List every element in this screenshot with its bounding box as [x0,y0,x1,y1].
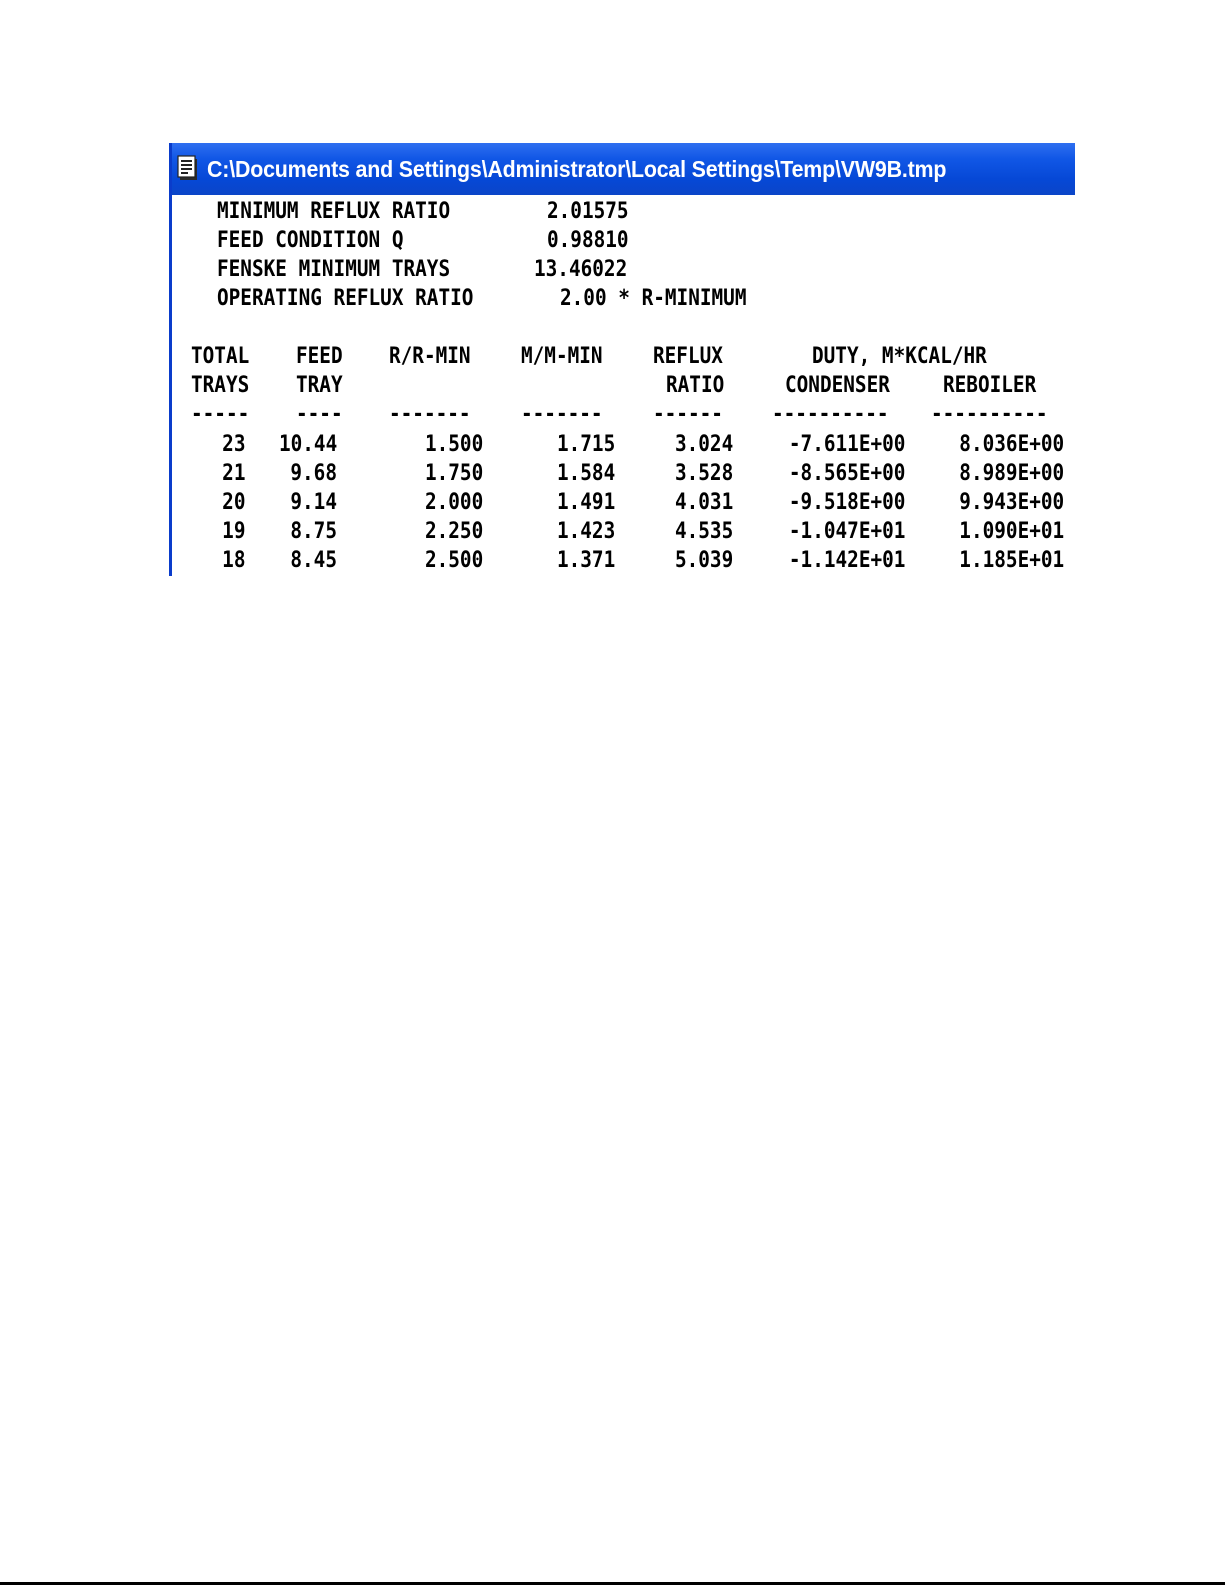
col-header-tray: TRAY [296,373,343,398]
col-header-total: TOTAL [191,344,250,369]
col-header-feed: FEED [296,344,343,369]
window-title: C:\Documents and Settings\Administrator\Local Settings\Temp\VW9B.tmp [207,156,947,182]
cell-r-rmin: 2.250 [424,519,483,544]
col-header-condenser: CONDENSER [785,373,890,398]
title-bar[interactable] [172,143,1075,195]
cell-reflux-ratio: 4.535 [674,519,733,544]
cell-m-mmin: 1.715 [556,432,615,457]
summary-value-operating-reflux: 2.00 * R-MINIMUM [560,286,747,311]
cell-reflux-ratio: 5.039 [674,548,733,573]
cell-reboiler-duty: 8.989E+00 [959,461,1064,486]
cell-m-mmin: 1.371 [556,548,615,573]
cell-m-mmin: 1.491 [556,490,615,515]
cell-r-rmin: 1.750 [424,461,483,486]
cell-r-rmin: 2.000 [424,490,483,515]
cell-condenser-duty: -9.518E+00 [788,490,905,515]
cell-condenser-duty: -1.142E+01 [788,548,905,573]
cell-m-mmin: 1.423 [556,519,615,544]
separator-dashes: ------ [653,402,723,427]
cell-reboiler-duty: 1.090E+01 [959,519,1064,544]
cell-reboiler-duty: 9.943E+00 [959,490,1064,515]
cell-reboiler-duty: 8.036E+00 [959,432,1064,457]
col-header-ratio: RATIO [666,373,725,398]
cell-total-trays: 20 [221,490,245,515]
notepad-document-icon[interactable] [177,155,201,181]
cell-total-trays: 23 [221,432,245,457]
col-header-duty: DUTY, M*KCAL/HR [812,344,987,369]
separator-dashes: ------- [521,402,603,427]
cell-reflux-ratio: 3.024 [674,432,733,457]
summary-label-feed-q: FEED CONDITION Q [217,228,404,253]
summary-label-min-reflux: MINIMUM REFLUX RATIO [217,199,451,224]
cell-total-trays: 18 [221,548,245,573]
cell-total-trays: 19 [221,519,245,544]
cell-condenser-duty: -7.611E+00 [788,432,905,457]
cell-feed-tray: 9.68 [290,461,337,486]
summary-value-min-reflux: 2.01575 [547,199,629,224]
cell-feed-tray: 9.14 [290,490,337,515]
document-text-area[interactable] [172,195,1075,576]
cell-condenser-duty: -8.565E+00 [788,461,905,486]
summary-value-feed-q: 0.98810 [547,228,629,253]
cell-r-rmin: 2.500 [424,548,483,573]
col-header-reboiler: REBOILER [943,373,1037,398]
cell-reboiler-duty: 1.185E+01 [959,548,1064,573]
summary-label-operating-reflux: OPERATING REFLUX RATIO [217,286,474,311]
notepad-window [169,143,1075,576]
col-header-reflux: REFLUX [653,344,723,369]
cell-reflux-ratio: 4.031 [674,490,733,515]
cell-feed-tray: 8.45 [290,548,337,573]
cell-feed-tray: 8.75 [290,519,337,544]
col-header-trays: TRAYS [191,373,250,398]
cell-feed-tray: 10.44 [278,432,337,457]
separator-dashes: ---------- [931,402,1048,427]
cell-condenser-duty: -1.047E+01 [788,519,905,544]
col-header-mmmin: M/M-MIN [521,344,603,369]
summary-value-fenske: 13.46022 [534,257,628,282]
separator-dashes: ----- [191,402,250,427]
cell-total-trays: 21 [221,461,245,486]
summary-label-fenske: FENSKE MINIMUM TRAYS [217,257,451,282]
cell-m-mmin: 1.584 [556,461,615,486]
col-header-rrmin: R/R-MIN [389,344,471,369]
cell-r-rmin: 1.500 [424,432,483,457]
separator-dashes: ------- [389,402,471,427]
cell-reflux-ratio: 3.528 [674,461,733,486]
separator-dashes: ---- [296,402,343,427]
separator-dashes: ---------- [772,402,889,427]
